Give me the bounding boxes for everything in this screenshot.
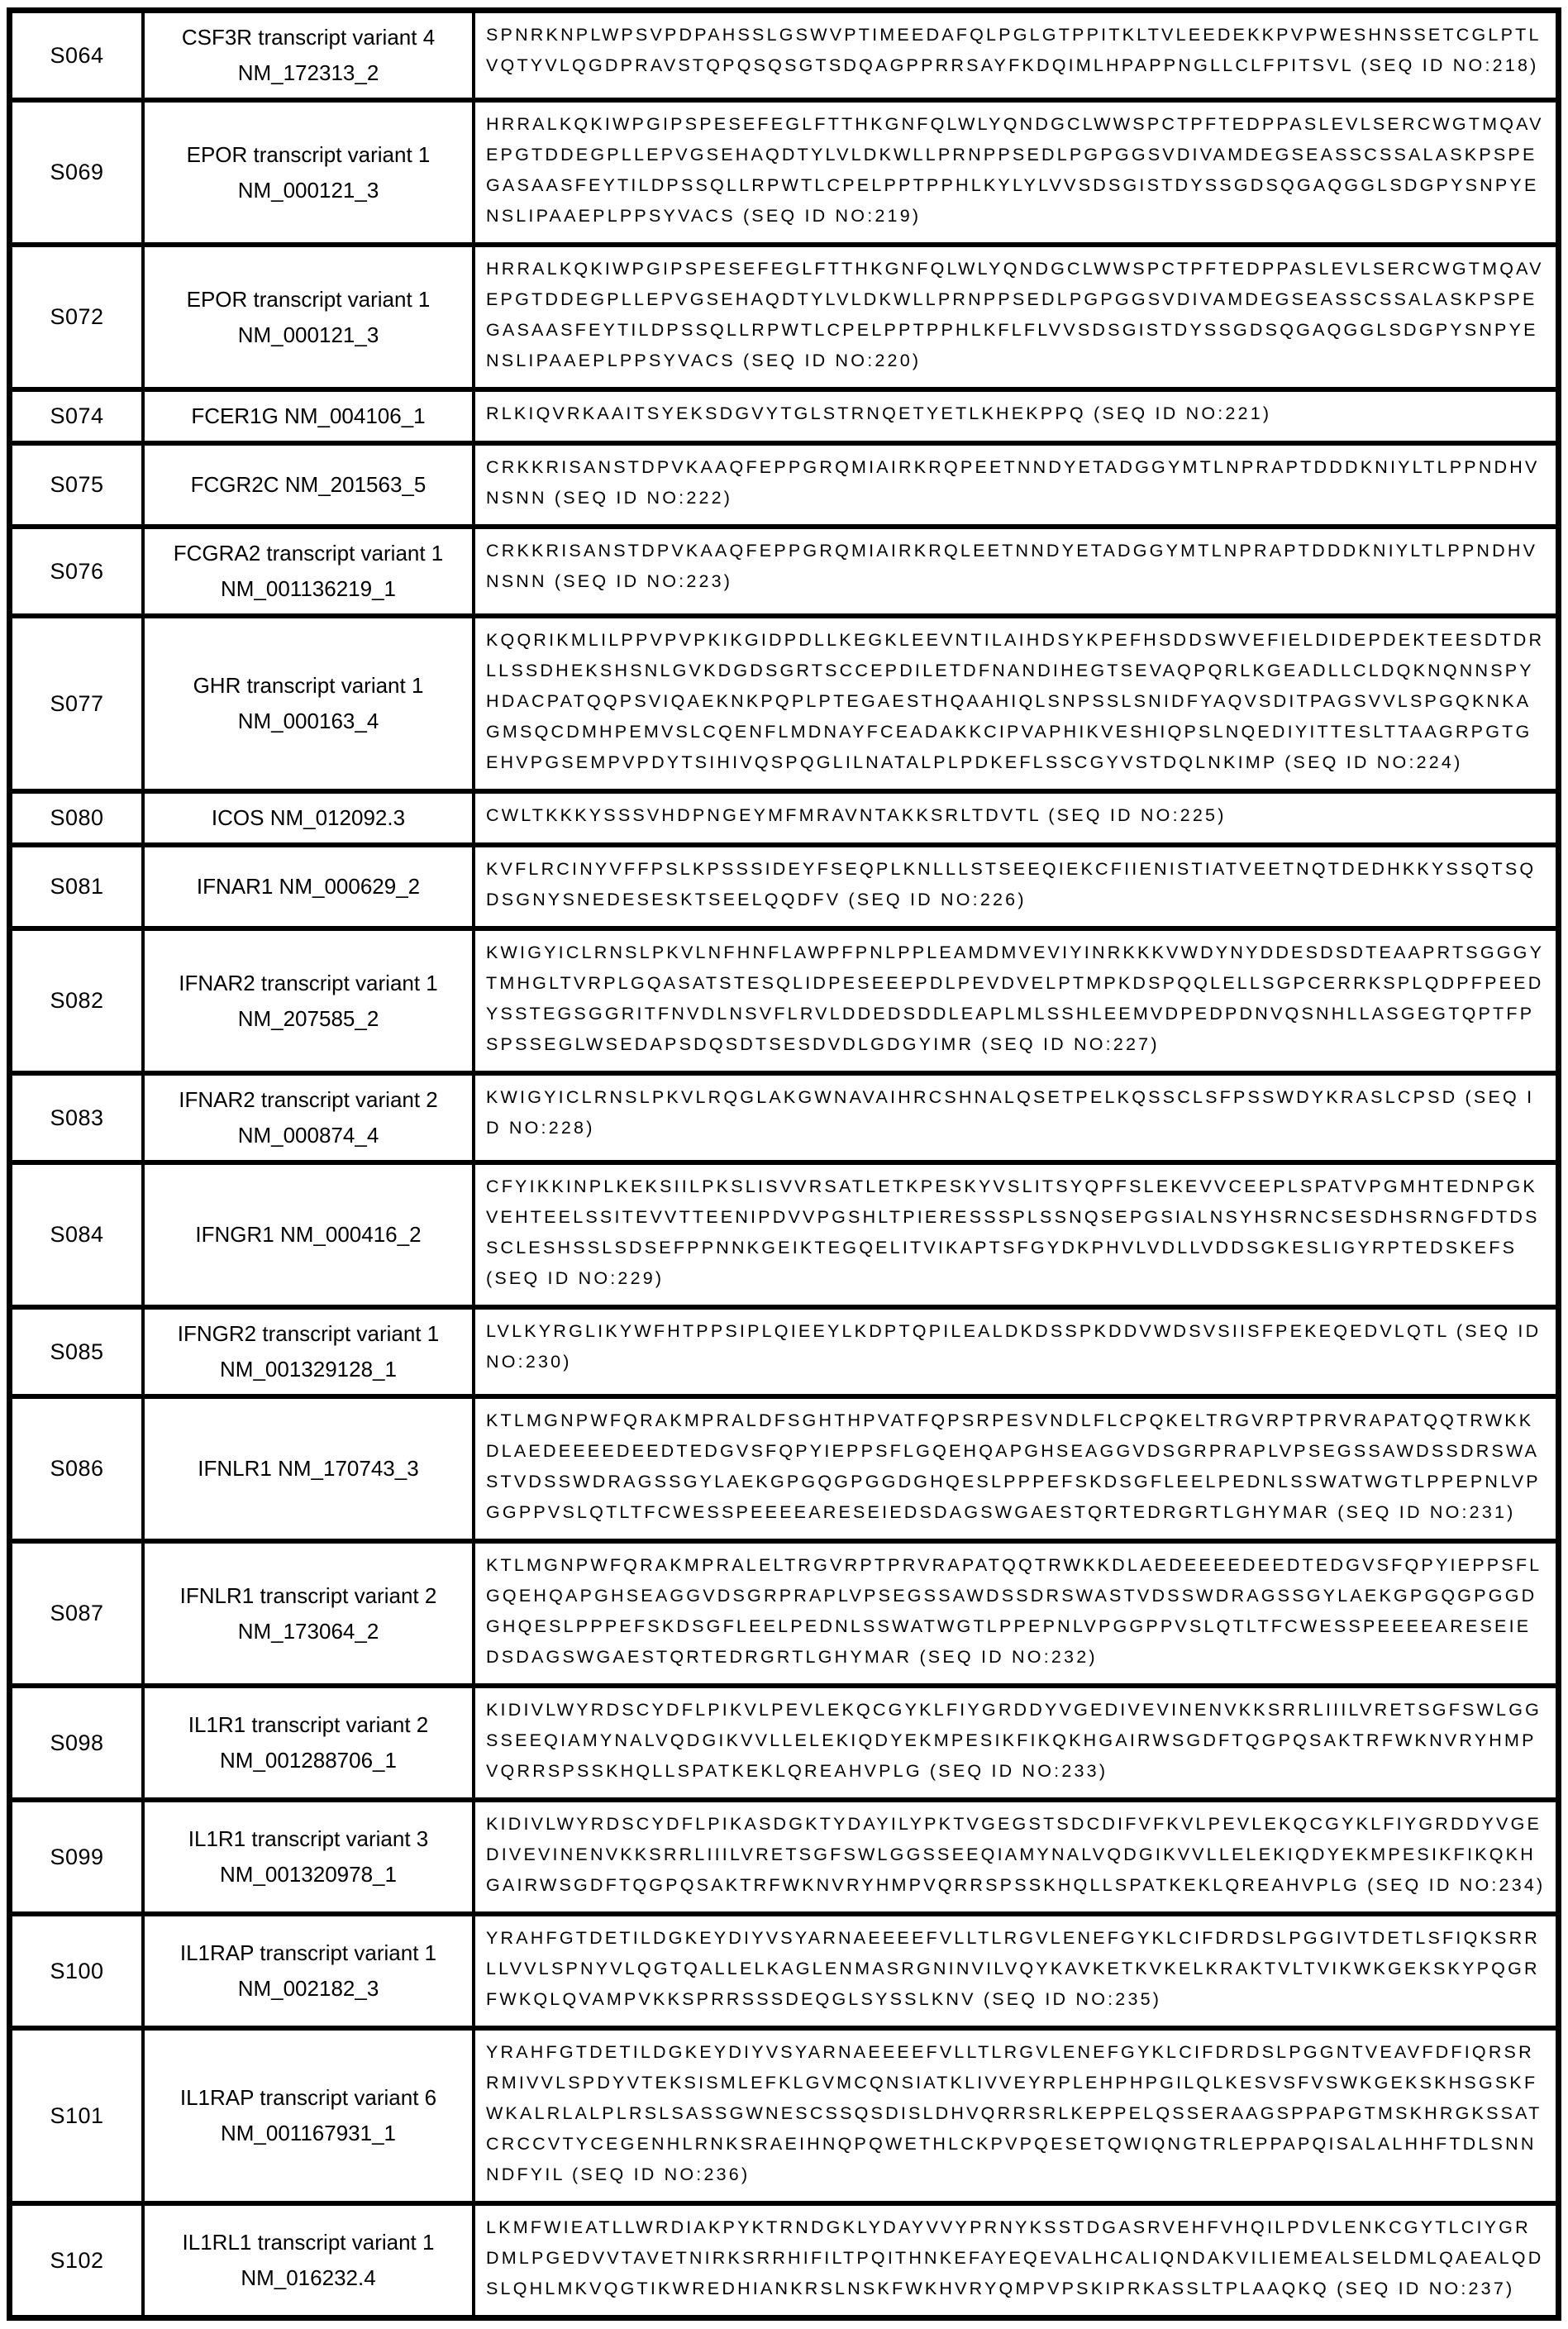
sample-id: S086 [10,1396,144,1541]
protein-sequence: CRKKRISANSTDPVKAAQFEPPGRQMIAIRKRQLEETNNDYETADGGYMTLNPRAPTDDDKNIYLTLPPNDHVNSNN (SEQ ID NO:223) [474,527,1559,616]
transcript-name: CSF3R transcript variant 4 NM_172313_2 [143,11,474,101]
transcript-name: EPOR transcript variant 1 NM_000121_3 [143,245,474,389]
transcript-name: IFNGR2 transcript variant 1 NM_001329128_1 [143,1307,474,1396]
transcript-name: IFNGR1 NM_000416_2 [143,1162,474,1307]
protein-sequence: RLKIQVRKAAITSYEKSDGVYTGLSTRNQETYETLKHEKPPQ (SEQ ID NO:221) [474,389,1559,443]
sample-id: S076 [10,527,144,616]
table-row [10,1396,1559,1541]
sample-id: S098 [10,1686,144,1800]
transcript-name: IFNAR1 NM_000629_2 [143,845,474,928]
protein-sequence: KQQRIKMLILPPVPVPKIKGIDPDLLKEGKLEEVNTILAIHDSYKPEFHSDDSWVEFIELDIDEPDEKTEESDTDRLLSSDHEKSHSNLGVKDGDSGRTSCCEPDILETDFNANDIHEGTSEVAQPQRLKGEADLLCLDQKNQNNSPYHDACPATQQPSVIQAEKNKPQPLPTEGAESTHQAAHIQLSNPSSLSNIDFYAQVSDITPAGSVVLSPGQKNKAGMSQCDMHPEMVSLCQENFLMDNAYFCEADAKKCIPVAPHIKVESHIQPSLNQEDIYITTESLTTAAGRPGTGEHVPGSEMPVPDYTSIHIVQSPQGLILNATALPLPDKEFLSSCGYVSTDQLNKIMP (SEQ ID NO:224) [474,616,1559,791]
protein-sequence: YRAHFGTDETILDGKEYDIYVSYARNAEEEEFVLLTLRGVLENEFGYKLCIFDRDSLPGGIVTDETLSFIQKSRRLLVVLSPNYVLQGTQALLELKAGLENMASRGNINVILVQYKAVKETKVKELKRAKTVLTVIKWKGEKSKYPQGRFWKQLQVAMPVKKSPRRSSSDEQGLSYSSLKNV (SEQ ID NO:235) [474,1914,1559,2028]
table-row [10,389,1559,443]
table-row [10,1162,1559,1307]
sample-id: S080 [10,791,144,845]
sample-id: S102 [10,2203,144,2318]
table-row [10,1073,1559,1162]
table-row [10,443,1559,527]
table-row [10,1541,1559,1686]
transcript-name: IFNAR2 transcript variant 1 NM_207585_2 [143,928,474,1073]
transcript-name: IFNLR1 NM_170743_3 [143,1396,474,1541]
sample-id: S069 [10,100,144,245]
protein-sequence: KTLMGNPWFQRAKMPRALELTRGVRPTPRVRAPATQQTRWKKDLAEDEEEEDEEDTEDGVSFQPYIEPPSFLGQEHQAPGHSEAGGVDSGRPRAPLVPSEGSSAWDSSDRSWASTVDSSWDRAGSSGYLAEKGPGQGPGGDGHQESLPPPEFSKDSGFLEELPEDNLSSWATWGTLPPEPNLVPGGPPVSLQTLTFCWESSPEEEEARESEIEDSDAGSWGAESTQRTEDRGRTLGHYMAR (SEQ ID NO:232) [474,1541,1559,1686]
table-row [10,527,1559,616]
table-body [10,11,1559,2318]
table-row [10,616,1559,791]
protein-sequence: CFYIKKINPLKEKSIILPKSLISVVRSATLETKPESKYVSLITSYQPFSLEKEVVCEEPLSPATVPGMHTEDNPGKVEHTEELSSITEVVTTEENIPDVVPGSHLTPIERESSSPLSSNQSEPGSIALNSYHSRNCSESDHSRNGFDTDSSCLESHSSLSDSEFPPNNKGEIKTEGQELITVIKAPTSFGYDKPHVLVDLLVDDSGKESLIGYRPTEDSKEFS (SEQ ID NO:229) [474,1162,1559,1307]
table-row [10,791,1559,845]
sample-id: S100 [10,1914,144,2028]
sample-id: S087 [10,1541,144,1686]
sample-id: S081 [10,845,144,928]
table-row [10,1800,1559,1914]
table-row [10,1914,1559,2028]
transcript-name: IFNAR2 transcript variant 2 NM_000874_4 [143,1073,474,1162]
sample-id: S074 [10,389,144,443]
transcript-name: ICOS NM_012092.3 [143,791,474,845]
protein-sequence: LKMFWIEATLLWRDIAKPYKTRNDGKLYDAYVVYPRNYKSSTDGASRVEHFVHQILPDVLENKCGYTLCIYGRDMLPGEDVVTAVETNIRKSRRHIFILTPQITHNKEFAYEQEVALHCALIQNDAKVILIEMEALSELDMLQAEALQDSLQHLMKVQGTIKWREDHIANKRSLNSKFWKHVRYQMPVPSKIPRKASSLTPLAAQKQ (SEQ ID NO:237) [474,2203,1559,2318]
sample-id: S072 [10,245,144,389]
protein-sequence: YRAHFGTDETILDGKEYDIYVSYARNAEEEEFVLLTLRGVLENEFGYKLCIFDRDSLPGGNTVEAVFDFIQRSRRMIVVLSPDYVTEKSISMLEFKLGVMCQNSIATKLIVVEYRPLEHPHPGILQLKESVSFVSWKGEKSKHSGSKFWKALRLALPLRSLSASSGWNESCSSQSDISLDHVQRRSRLKEPPELQSSERAAGSPPAPGTMSKHRGKSSATCRCCVTYCEGENHLRNKSRAEIHNQPQWETHLCKPVPQESETQWIQNGTRLEPPAPQISALALHHFTDLSNNNDFYIL (SEQ ID NO:236) [474,2028,1559,2203]
protein-sequence: KWIGYICLRNSLPKVLRQGLAKGWNAVAIHRCSHNALQSETPELKQSSCLSFPSSWDYKRASLCPSD (SEQ ID NO:228) [474,1073,1559,1162]
protein-sequence: SPNRKNPLWPSVPDPAHSSLGSWVPTIMEEDAFQLPGLGTPPITKLTVLEEDEKKPVPWESHNSSETCGLPTLVQTYVLQGDPRAVSTQPQSQSGTSDQAGPPRRSAYFKDQIMLHPAPPNGLLCLFPITSVL (SEQ ID NO:218) [474,11,1559,101]
sample-id: S084 [10,1162,144,1307]
table-row [10,1686,1559,1800]
table-row [10,928,1559,1073]
protein-sequence: KIDIVLWYRDSCYDFLPIKASDGKTYDAYILYPKTVGEGSTSDCDIFVFKVLPEVLEKQCGYKLFIYGRDDYVGEDIVEVINENVKKSRRLIIILVRETSGFSWLGGSSEEQIAMYNALVQDGIKVVLLELEKIQDYEKMPESIKFIKQKHGAIRWSGDFTQGPQSAKTRFWKNVRYHMPVQRRSPSSKHQLLSPATKEKLQREAHVPLG (SEQ ID NO:234) [474,1800,1559,1914]
transcript-name: FCGR2C NM_201563_5 [143,443,474,527]
table-row [10,1307,1559,1396]
protein-sequence: CWLTKKKYSSSVHDPNGEYMFMRAVNTAKKSRLTDVTL (SEQ ID NO:225) [474,791,1559,845]
transcript-name: EPOR transcript variant 1 NM_000121_3 [143,100,474,245]
protein-sequence: LVLKYRGLIKYWFHTPPSIPLQIEEYLKDPTQPILEALDKDSSPKDDVWDSVSIISFPEKEQEDVLQTL (SEQ ID NO:230) [474,1307,1559,1396]
sample-id: S077 [10,616,144,791]
sample-id: S085 [10,1307,144,1396]
protein-sequence: HRRALKQKIWPGIPSPESEFEGLFTTHKGNFQLWLYQNDGCLWWSPCTPFTEDPPASLEVLSERCWGTMQAVEPGTDDEGPLLEPVGSEHAQDTYLVLDKWLLPRNPPSEDLPGPGGSVDIVAMDEGSEASSCSSALASKPSPEGASAASFEYTILDPSSQLLRPWTLCPELPPTPPHLKFLFLVVSDSGISTDYSSGDSQGAQGGLSDGPYSNPYENSLIPAAEPLPPSYVACS (SEQ ID NO:220) [474,245,1559,389]
table-row [10,11,1559,101]
transcript-name: IL1R1 transcript variant 2 NM_001288706_1 [143,1686,474,1800]
protein-sequence: CRKKRISANSTDPVKAAQFEPPGRQMIAIRKRQPEETNNDYETADGGYMTLNPRAPTDDDKNIYLTLPPNDHVNSNN (SEQ ID NO:222) [474,443,1559,527]
table-row [10,100,1559,245]
table-row [10,245,1559,389]
transcript-name: FCGRA2 transcript variant 1 NM_001136219_1 [143,527,474,616]
protein-sequence: KIDIVLWYRDSCYDFLPIKVLPEVLEKQCGYKLFIYGRDDYVGEDIVEVINENVKKSRRLIIILVRETSGFSWLGGSSEEQIAMYNALVQDGIKVVLLELEKIQDYEKMPESIKFIKQKHGAIRWSGDFTQGPQSAKTRFWKNVRYHMPVQRRSPSSKHQLLSPATKEKLQREAHVPLG (SEQ ID NO:233) [474,1686,1559,1800]
protein-sequence: KVFLRCINYVFFPSLKPSSSIDEYFSEQPLKNLLLSTSEEQIEKCFIIENISTIATVEETNQTDEDHKKYSSQTSQDSGNYSNEDESESKTSEELQQDFV (SEQ ID NO:226) [474,845,1559,928]
transcript-name: GHR transcript variant 1 NM_000163_4 [143,616,474,791]
protein-sequence: HRRALKQKIWPGIPSPESEFEGLFTTHKGNFQLWLYQNDGCLWWSPCTPFTEDPPASLEVLSERCWGTMQAVEPGTDDEGPLLEPVGSEHAQDTYLVLDKWLLPRNPPSEDLPGPGGSVDIVAMDEGSEASSCSSALASKPSPEGASAASFEYTILDPSSQLLRPWTLCPELPPTPPHLKYLYLVVSDSGISTDYSSGDSQGAQGGLSDGPYSNPYENSLIPAAEPLPPSYVACS (SEQ ID NO:219) [474,100,1559,245]
transcript-name: IL1RAP transcript variant 1 NM_002182_3 [143,1914,474,2028]
transcript-name: IFNLR1 transcript variant 2 NM_173064_2 [143,1541,474,1686]
sample-id: S075 [10,443,144,527]
sample-id: S064 [10,11,144,101]
transcript-name: FCER1G NM_004106_1 [143,389,474,443]
transcript-name: IL1RAP transcript variant 6 NM_001167931_1 [143,2028,474,2203]
protein-sequence: KTLMGNPWFQRAKMPRALDFSGHTHPVATFQPSRPESVNDLFLCPQKELTRGVRPTPRVRAPATQQTRWKKDLAEDEEEEDEEDTEDGVSFQPYIEPPSFLGQEHQAPGHSEAGGVDSGRPRAPLVPSEGSSAWDSSDRSWASTVDSSWDRAGSSGYLAEKGPGQGPGGDGHQESLPPPEFSKDSGFLEELPEDNLSSWATWGTLPPEPNLVPGGPPVSLQTLTFCWESSPEEEEARESEIEDSDAGSWGAESTQRTEDRGRTLGHYMAR (SEQ ID NO:231) [474,1396,1559,1541]
transcript-name: IL1RL1 transcript variant 1 NM_016232.4 [143,2203,474,2318]
sample-id: S099 [10,1800,144,1914]
table-row [10,2028,1559,2203]
sample-id: S082 [10,928,144,1073]
sequence-listing-table [7,7,1561,2321]
sample-id: S083 [10,1073,144,1162]
table-row [10,845,1559,928]
table-row [10,2203,1559,2318]
transcript-name: IL1R1 transcript variant 3 NM_001320978_1 [143,1800,474,1914]
protein-sequence: KWIGYICLRNSLPKVLNFHNFLAWPFPNLPPLEAMDMVEVIYINRKKKVWDYNYDDESDSDTEAAPRTSGGGYTMHGLTVRPLGQASATSTESQLIDPESEEEPDLPEVDVELPTMPKDSPQQLELLSGPCERRKSPLQDPFPEEDYSSTEGSGGRITFNVDLNSVFLRVLDDEDSDDLEAPLMLSSHLEEMVDPEDPDNVQSNHLLASGEGTQPTFPSPSSEGLWSEDAPSDQSDTSESDVDLGDGYIMR (SEQ ID NO:227) [474,928,1559,1073]
sample-id: S101 [10,2028,144,2203]
